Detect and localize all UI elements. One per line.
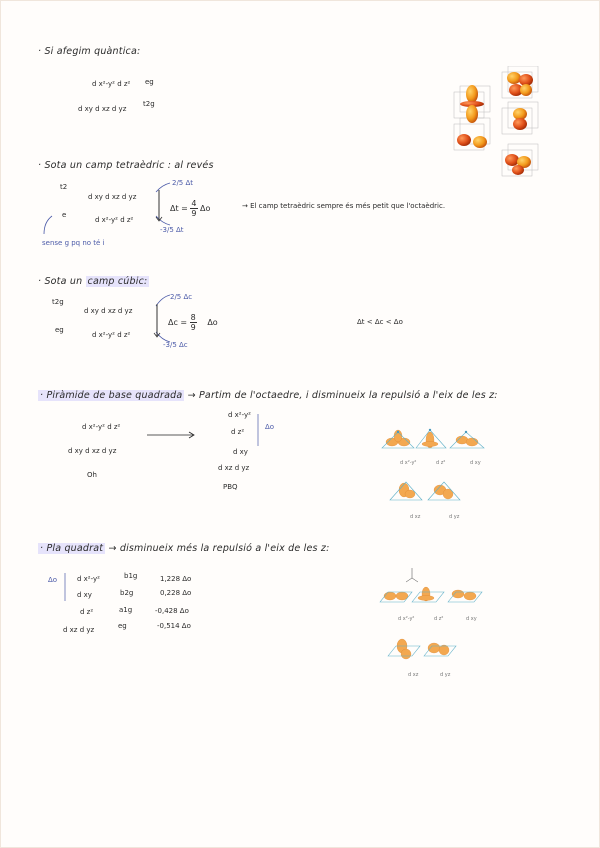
s5-orb-4: d xz d yz (63, 626, 95, 634)
s2-t2-label: t2 (60, 183, 68, 191)
s3-equation: Δc = $\frac{8}{9}$ Δo (168, 313, 218, 332)
s4-title: · Piràmide de base quadrada → Partim de l'octaedre, i disminueix la repulsió a l'eix de les z: (40, 390, 498, 401)
s4-p-row1: d x²-y² (228, 411, 251, 419)
s3-title: · Sota un camp cúbic: (38, 276, 148, 287)
s5-sym-3: a1g (119, 606, 133, 614)
s5-val-1: 1,228 Δo (160, 575, 192, 583)
s5-sym-2: b2g (120, 589, 134, 597)
s4-fig-label-2: d z² (436, 460, 446, 466)
s4-delta: Δo (265, 423, 275, 431)
s4-p-row2: d z² (231, 428, 245, 436)
s5-sym-1: b1g (124, 572, 138, 580)
s5-val-4: -0,514 Δo (157, 622, 191, 630)
s4-oh-label: Oh (87, 471, 97, 479)
s5-fig-label-3: d xy (466, 616, 477, 622)
s2-lower-orbitals: d x²-y² d z² (95, 216, 134, 224)
s5-sym-4: eg (118, 622, 127, 630)
d-orbital-figure (450, 66, 546, 190)
s4-fig-label-4: d xz (410, 514, 421, 520)
s5-val-2: 0,228 Δo (160, 589, 192, 597)
s3-energy-up: 2/5 Δc (170, 293, 193, 301)
s4-oh-row2: d xy d xz d yz (68, 447, 117, 455)
s3-lower-orbitals: d x²-y² d z² (92, 331, 131, 339)
s3-upper-orbitals: d xy d xz d yz (84, 307, 133, 315)
s5-orb-1: d x²-y² (77, 575, 100, 583)
s1-eg-label: eg (145, 78, 154, 86)
s1-t2g-label: t2g (143, 100, 155, 108)
s2-energy-down: -3/5 Δt (160, 226, 184, 234)
s4-arrow (146, 430, 196, 440)
s2-comment: → El camp tetraèdric sempre és més petit que l'octaèdric. (242, 202, 446, 210)
s1-eg-orbitals: d x²-y² d z² (92, 80, 131, 88)
s1-title: · Si afegim quàntica: (38, 46, 141, 57)
s2-note-arrow (38, 214, 58, 238)
s4-p-row4: d xz d yz (218, 464, 250, 472)
s5-val-3: -0,428 Δo (155, 607, 189, 615)
s2-energy-up: 2/5 Δt (172, 179, 194, 187)
s4-fig-label-3: d xy (470, 460, 481, 466)
s2-upper-orbitals: d xy d xz d yz (88, 193, 137, 201)
s3-energy-down: -3/5 Δc (163, 341, 188, 349)
s2-e-label: e (62, 211, 67, 219)
s1-t2g-orbitals: d xy d xz d yz (78, 105, 127, 113)
s5-fig-label-4: d xz (408, 672, 419, 678)
s3-order: Δt < Δc < Δo (357, 318, 403, 326)
s5-title: · Pla quadrat → disminueix més la repulsió a l'eix de les z: (40, 543, 330, 554)
s5-orb-3: d z² (80, 608, 94, 616)
s5-orbital-figures-row1 (378, 566, 488, 612)
s5-fig-label-2: d z² (434, 616, 444, 622)
s5-delta: Δo (48, 576, 58, 584)
s4-p-label: PBQ (223, 483, 238, 491)
s5-orbital-figures-row2 (386, 634, 466, 668)
s5-delta-bracket (61, 572, 69, 602)
s2-note: sense g pq no té i (42, 239, 105, 247)
s4-fig-label-1: d x²-y² (400, 460, 417, 466)
s3-t2g-label: t2g (52, 298, 64, 306)
s5-orb-2: d xy (77, 591, 92, 599)
s4-fig-label-5: d yz (449, 514, 460, 520)
s2-equation: Δt = $\frac{4}{9}$ Δo (170, 199, 211, 218)
s4-p-row3: d xy (233, 448, 248, 456)
s5-fig-label-5: d yz (440, 672, 451, 678)
s2-title: · Sota un camp tetraèdric : al revés (38, 160, 214, 171)
s4-orbital-figures-row2 (388, 478, 468, 512)
s4-delta-bracket (252, 412, 264, 448)
s4-oh-row1: d x²-y² d z² (82, 423, 121, 431)
s3-eg-label: eg (55, 326, 64, 334)
s5-fig-label-1: d x²-y² (398, 616, 415, 622)
